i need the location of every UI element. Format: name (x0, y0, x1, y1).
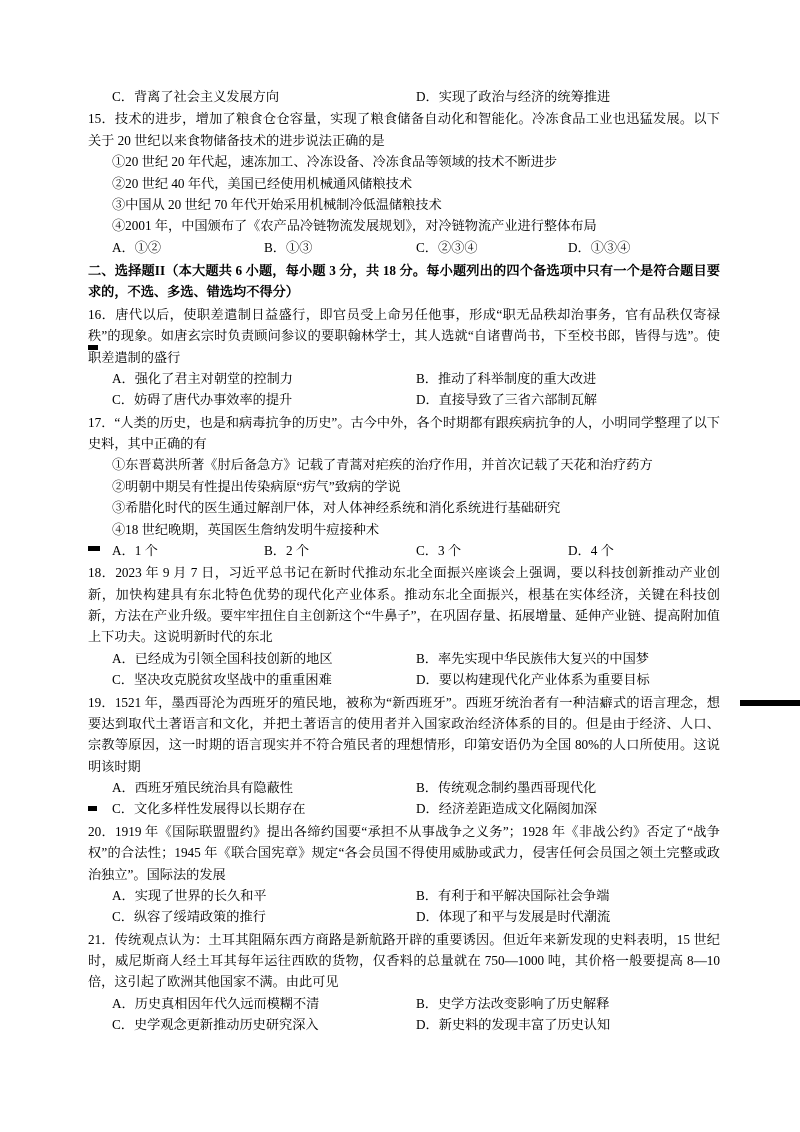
option-list (88, 540, 720, 561)
option-item: B．有利于和平解决国际社会争端 (416, 887, 610, 903)
question-subitem: ①东晋葛洪所著《肘后备急方》记载了青蒿对疟疾的治疗作用，并首次记载了天花和治疗药方 (112, 457, 653, 473)
option-item: C．妨碍了唐代办事效率的提升 (112, 392, 293, 408)
question-subitem: ③中国从 20 世纪 70 年代开始采用机械制冷低温储粮技术 (112, 196, 442, 212)
option-item: B．率先实现中华民族伟大复兴的中国梦 (416, 650, 649, 666)
option-item: B．①③ (264, 239, 313, 255)
question-block (88, 929, 720, 1036)
option-list (88, 777, 720, 820)
option-item: C．背离了社会主义发展方向 (112, 89, 280, 104)
question-block (88, 412, 720, 562)
question-block (88, 562, 720, 690)
option-item: D．经济差距造成文化隔阂加深 (416, 801, 597, 817)
question-block (88, 304, 720, 411)
question-subitem: ④2001 年，中国颁布了《农产品冷链物流发展规划》，对冷链物流产业进行整体布局 (112, 218, 597, 234)
question-stem: 16．唐代以后，使职差遣制日益盛行，即官员受上命另任他事，形成“职无品秩却治事务，官有品秩仅寄禄秩”的现象。如唐玄宗时负责顾问参议的要职翰林学士，其人选就“自诸曹尚书，下至校书郎，皆得与选”。使职差遣制的盛行 (88, 306, 720, 365)
document-body (88, 86, 720, 1037)
question-subitem: ④18 世纪晚期，英国医生詹纳发明牛痘接种术 (112, 521, 380, 537)
option-item: C．文化多样性发展得以长期存在 (112, 801, 306, 817)
option-item: D．直接导致了三省六部制瓦解 (416, 392, 597, 408)
option-item: C．②③④ (416, 239, 478, 255)
option-item: A．①② (112, 239, 162, 255)
question-stem: 17．“人类的历史，也是和病毒抗争的历史”。古今中外，各个时期都有跟疾病抗争的人，小明同学整理了以下史料，其中正确的有 (88, 414, 720, 451)
option-item: D．4 个 (568, 542, 614, 558)
option-list (88, 885, 720, 928)
option-item: A．历史真相因年代久远而模糊不清 (112, 995, 320, 1011)
option-item: C．3 个 (416, 542, 462, 558)
option-item: A．实现了世界的长久和平 (112, 887, 267, 903)
option-item: B．史学方法改变影响了历史解释 (416, 995, 610, 1011)
option-item: B．2 个 (264, 542, 310, 558)
option-item: C．史学观念更新推动历史研究深入 (112, 1017, 319, 1033)
option-list (88, 648, 720, 691)
section-heading: 二、选择题II（本大题共 6 小题，每小题 3 分，共 18 分。每小题列出的四个备选项中只有一个是符合题目要求的，不选、多选、错选均不得分） (88, 263, 720, 300)
question-subitem: ①20 世纪 20 年代起，速冻加工、冷冻设备、冷冻食品等领域的技术不断进步 (112, 154, 558, 170)
question-stem: 15．技术的进步，增加了粮食仓仓容量，实现了粮食储备自动化和智能化。冷冻食品工业也迅猛发展。以下关于 20 世纪以来食物储备技术的进步说法正确的是 (88, 111, 720, 148)
option-item: C．坚决攻克脱贫攻坚战中的重重困难 (112, 672, 332, 688)
option-list (88, 368, 720, 411)
question-subitem: ②明朝中期吴有性提出传染病原“疠气”致病的学说 (112, 478, 401, 494)
question-block (88, 692, 720, 820)
option-item: D．要以构建现代化产业体系为重要目标 (416, 672, 650, 688)
question-block (88, 821, 720, 928)
option-item: D．实现了政治与经济的统筹推进 (416, 89, 611, 104)
option-item: A．强化了君主对朝堂的控制力 (112, 370, 293, 386)
option-list (88, 86, 720, 107)
question-block (88, 108, 720, 258)
question-block (88, 86, 720, 107)
option-list (88, 993, 720, 1036)
question-subitem: ②20 世纪 40 年代，美国已经使用机械通风储粮技术 (112, 175, 413, 191)
question-stem: 19．1521 年，墨西哥沦为西班牙的殖民地，被称为“新西班牙”。西班牙统治者有一种洁癖式的语言理念，想要达到取代土著语言和文化，并把土著语言的使用者并入国家政治经济体系的目的。但是由于经济、人口、宗教等原因，这一时期的语言现实并不符合殖民者的理想情形，印第安语仍为全国 80%的人口所使用。这说明该时期 (88, 694, 720, 774)
option-item: B．传统观念制约墨西哥现代化 (416, 780, 597, 795)
option-list (88, 237, 720, 258)
question-stem: 20．1919 年《国际联盟盟约》提出各缔约国要“承担不从事战争之义务”；1928 年《非战公约》否定了“战争权”的合法性；1945 年《联合国宪章》规定“各会员国不得使用威胁或武力，侵害任何会员国之领土完整或政治独立”。国际法的发展 (88, 823, 720, 882)
option-item: A．西班牙殖民统治具有隐蔽性 (112, 780, 293, 795)
option-item: D．①③④ (568, 239, 631, 255)
question-stem: 21．传统观点认为：土耳其阻隔东西方商路是新航路开辟的重要诱因。但近年来新发现的史料表明，15 世纪时，威尼斯商人经土耳其每年运往西欧的货物，仅香料的总量就在 750—1000 吨，其价格一般要提高 8—10 倍，这引起了欧洲其他国家不满。由此可见 (88, 931, 720, 990)
option-item: C．纵容了绥靖政策的推行 (112, 909, 266, 925)
option-item: D．体现了和平与发展是时代潮流 (416, 909, 611, 925)
option-item: D．新史料的发现丰富了历史认知 (416, 1017, 611, 1033)
question-stem: 18．2023 年 9 月 7 日，习近平总书记在新时代推动东北全面振兴座谈会上强调，要以科技创新推动产业创新，加快构建具有东北特色优势的现代化产业体系。推动东北全面振兴，根基在实体经济，关键在科技创新，方法在产业升级。要牢牢扭住自主创新这个“牛鼻子”，在巩固存量、拓展增量、延伸产业链、提高附加值上下功夫。这说明新时代的东北 (88, 565, 720, 645)
option-item: A．1 个 (112, 542, 158, 558)
option-item: A．已经成为引领全国科技创新的地区 (112, 650, 333, 666)
question-subitem: ③希腊化时代的医生通过解剖尸体，对人体神经系统和消化系统进行基础研究 (112, 500, 561, 516)
scan-artifact-3 (740, 700, 800, 706)
option-item: B．推动了科举制度的重大改进 (416, 370, 597, 386)
